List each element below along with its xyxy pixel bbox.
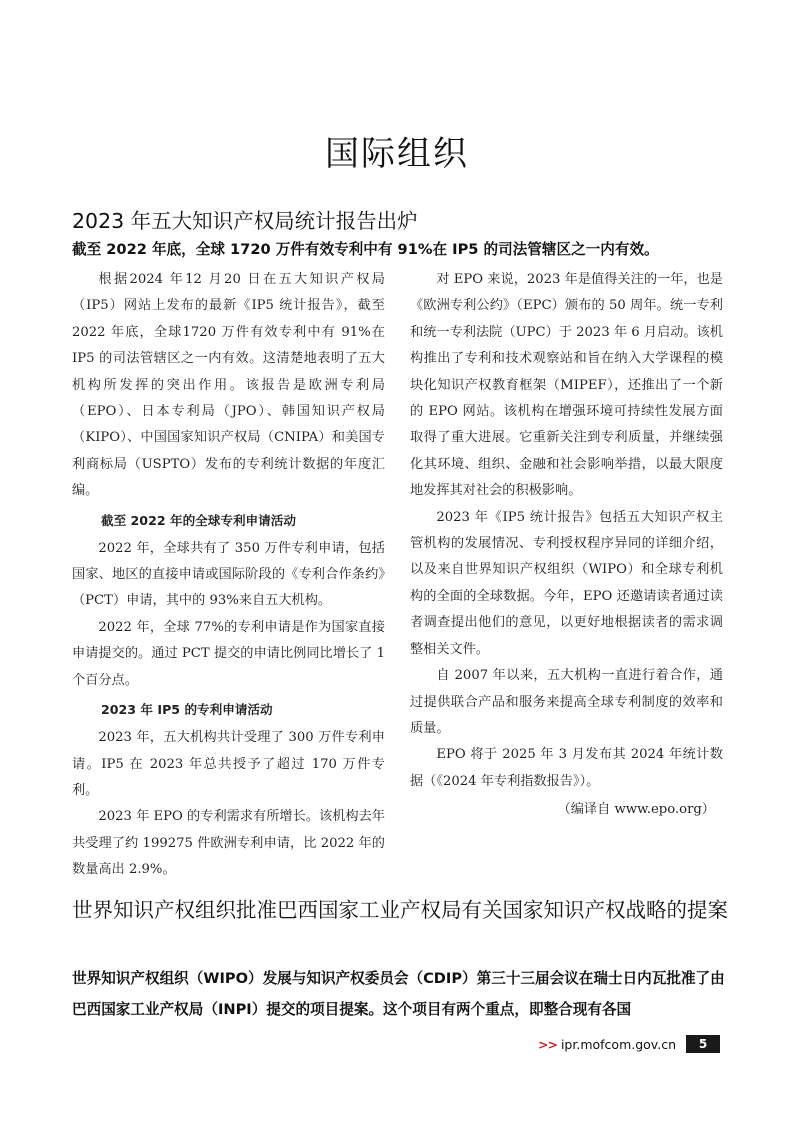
source-credit: （编译自 www.epo.org） xyxy=(557,802,715,818)
paragraph: 对 EPO 来说，2023 年是值得关注的一年，也是《欧洲专利公约》（EPC）颁布的 50 周年。统一专利和统一专利法院（UPC）于 2023 年 6 月启动。该机构推出了专利和技术观察站和旨在纳入大学课程的模块化知识产权教育框架（MIPEF），还推出了一个新的 EPO 网站。该机构在增强环境可持续性发展方面取得了重大进展。它重新关注到专利质量，并继续强化其环境、组织、金融和社会影响举措，以最大限度地发挥其对社会的积极影响。 xyxy=(410,272,723,499)
article-lead: 截至 2022 年底，全球 1720 万件有效专利中有 91%在 IP5 的司法管辖区之一内有效。 xyxy=(72,241,659,258)
paragraph: 2022 年，全球 77%的专利申请是作为国家直接申请提交的。通过 PCT 提交的申请比例同比增长了 1 个百分点。 xyxy=(72,619,385,688)
double-chevron-icon: >> xyxy=(538,1036,557,1052)
article-lead: 世界知识产权组织（WIPO）发展与知识产权委员会（CDIP）第三十三届会议在瑞士日内瓦批准了由巴西国家工业产权局（INPI）提交的项目提案。这个项目有两个重点，即整合现有各国 xyxy=(72,970,725,1018)
left-column xyxy=(72,267,385,884)
page-footer xyxy=(538,1035,720,1053)
paragraph: 根据2024 年12 月20 日在五大知识产权局（IP5）网站上发布的最新《IP5 统计报告》，截至 2022 年底，全球1720 万件有效专利中有 91%在 IP5 的司法管辖区之一内有效。这清楚地表明了五大机构所发挥的突出作用。该报告是欧洲专利局（EPO）、日本专利局（JPO）、韩国知识产权局（KIPO）、中国国家知识产权局（CNIPA）和美国专利商标局（USPTO）发布的专利统计数据的年度汇编。 xyxy=(72,272,385,499)
subheading: 截至 2022 年的全球专利申请活动 xyxy=(100,512,296,528)
paragraph: EPO 将于 2025 年 3 月发布其 2024 年统计数据（《2024 年专利指数报告》）。 xyxy=(410,747,723,789)
paragraph: 自 2007 年以来，五大机构一直进行着合作，通过提供联合产品和服务来提高全球专利制度的效率和质量。 xyxy=(410,668,723,736)
page-number: 5 xyxy=(686,1035,720,1053)
paragraph: 2023 年 EPO 的专利需求有所增长。该机构去年共受理了约 199275 件欧洲专利申请，比 2022 年的数量高出 2.9%。 xyxy=(72,809,385,878)
paragraph: 2022 年，全球共有了 350 万件专利申请，包括国家、地区的直接申请或国际阶段的《专利合作条约》（PCT）申请，其中的 93%来自五大机构。 xyxy=(72,540,385,609)
section-title: 国际组织 xyxy=(325,134,469,174)
article-title: 2023 年五大知识产权局统计报告出炉 xyxy=(72,209,418,233)
footer-site: ipr.mofcom.gov.cn xyxy=(560,1036,676,1052)
article-title: 世界知识产权组织批准巴西国家工业产权局有关国家知识产权战略的提案 xyxy=(72,898,728,922)
paragraph: 2023 年《IP5 统计报告》包括五大知识产权主管机构的发展情况、专利授权程序异同的详细介绍，以及来自世界知识产权组织（WIPO）和全球专利机构的全面的全球数据。今年，EPO 还邀请读者通过读者调查提出他们的意见，以更好地根据读者的需求调整相关文件。 xyxy=(410,509,723,657)
right-column xyxy=(410,267,723,824)
paragraph: 2023 年，五大机构共计受理了 300 万件专利申请。IP5 在 2023 年总共授予了超过 170 万件专利。 xyxy=(72,730,385,798)
subheading: 2023 年 IP5 的专利申请活动 xyxy=(100,702,273,718)
